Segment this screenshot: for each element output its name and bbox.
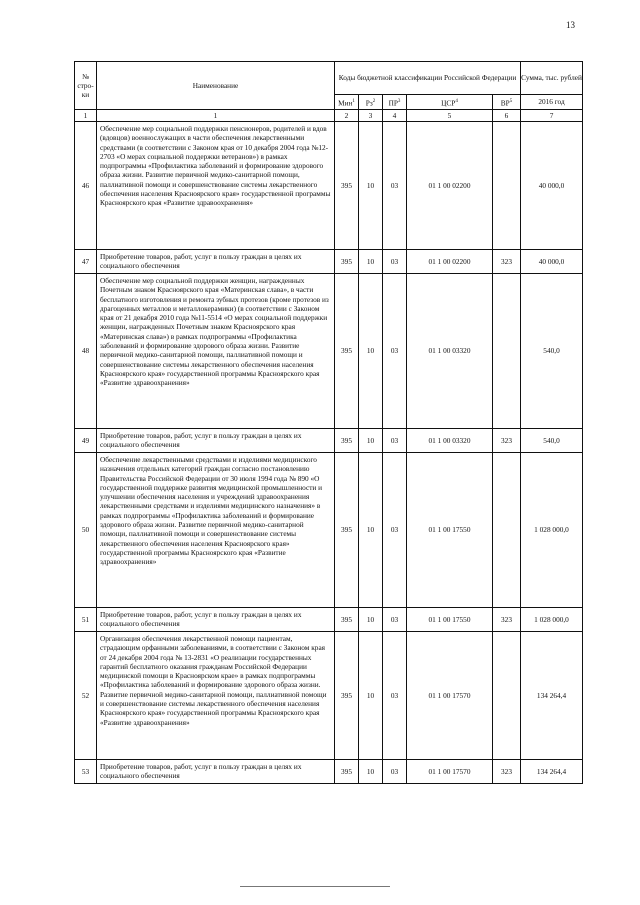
row-pr: 03 (383, 760, 407, 784)
row-rz: 10 (359, 632, 383, 760)
row-vr (493, 632, 521, 760)
row-min: 395 (335, 429, 359, 453)
row-vr (493, 122, 521, 250)
row-rz: 10 (359, 760, 383, 784)
row-vr: 323 (493, 429, 521, 453)
row-amount: 1 028 000,0 (521, 453, 583, 608)
row-number: 48 (75, 274, 97, 429)
row-vr (493, 453, 521, 608)
row-name: Организация обеспечения лекарственной помощи пациентам, страдающим орфанными заболеваниями, в соответствии с Законом края от 24 декабря 2004 года № 13-2831 «О реализации государственных гарантий бесплатного оказания гражданам Российской Федерации медицинской помощи в Красноярском крае» в рамках подпрограммы «Профилактика заболеваний и формирование здорового образа жизни. Развитие первичной медико-санитарной помощи, паллиативной помощи и совершенствование системы лекарственного обеспечения населения Красноярского края» государственной программы Красноярского края «Развитие здравоохранения» (97, 632, 335, 760)
header-name: Наименование (97, 62, 335, 110)
row-csr: 01 1 00 17550 (407, 453, 493, 608)
row-min: 395 (335, 760, 359, 784)
header-min: Мин$^1$ (335, 95, 359, 110)
row-name: Обеспечение мер социальной поддержки женщин, награжденных Почетным знаком Красноярского края «Материнская слава», в части бесплатного изготовления и ремонта зубных протезов (кроме протезов из драгоценных металлов и металлокерамики) (в соответствии с Законом края от 21 декабря 2010 года №11-5514 «О мерах социальной поддержки женщин, награжденных Почетным знаком Красноярского края «Материнская слава») в рамках подпрограммы «Профилактика заболеваний и формирование здорового образа жизни. Развитие первичной медико-санитарной помощи, паллиативной помощи и совершенствование системы лекарственного обеспечения населения Красноярского края» государственной программы Красноярского края «Развитие здравоохранения» (97, 274, 335, 429)
row-amount: 134 264,4 (521, 632, 583, 760)
row-min: 395 (335, 122, 359, 250)
row-csr: 01 1 00 17570 (407, 760, 493, 784)
row-vr (493, 274, 521, 429)
row-amount: 540,0 (521, 274, 583, 429)
row-pr: 03 (383, 632, 407, 760)
row-pr: 03 (383, 274, 407, 429)
table-row (75, 760, 583, 784)
row-pr: 03 (383, 429, 407, 453)
row-number: 47 (75, 250, 97, 274)
row-min: 395 (335, 250, 359, 274)
row-vr: 323 (493, 608, 521, 632)
row-amount: 40 000,0 (521, 250, 583, 274)
table-row (75, 122, 583, 250)
row-number: 53 (75, 760, 97, 784)
table-row (75, 250, 583, 274)
header-pr: $ПР^3$ (383, 95, 407, 110)
header-amount-group: Сумма, тыс. рублей (521, 62, 583, 95)
row-min: 395 (335, 632, 359, 760)
index-cell: 7 (521, 110, 583, 122)
table-row (75, 608, 583, 632)
header-vr: $ВР^5$ (493, 95, 521, 110)
row-name: Приобретение товаров, работ, услуг в пользу граждан в целях их социального обеспечения (97, 608, 335, 632)
row-csr: 01 1 00 03320 (407, 274, 493, 429)
row-name: Приобретение товаров, работ, услуг в пользу граждан в целях их социального обеспечения (97, 429, 335, 453)
header-year: 2016 год (521, 95, 583, 110)
row-amount: 40 000,0 (521, 122, 583, 250)
row-pr: 03 (383, 122, 407, 250)
index-cell: 1 (97, 110, 335, 122)
row-name: Обеспечение лекарственными средствами и изделиями медицинского назначения отдельных категорий граждан согласно постановлению Правительства Российской Федерации от 30 июля 1994 года № 890 «О государственной поддержке развития медицинской промышленности и улучшении обеспечения населения и учреждений здравоохранения лекарственными средствами и изделиями медицинского назначения» в рамках подпрограммы «Профилактика заболеваний и формирование здорового образа жизни. Развитие первичной медико-санитарной помощи, паллиативной помощи и совершенствование системы лекарственного обеспечения населения Красноярского края» государственной программы Красноярского края «Развитие здравоохранения» (97, 453, 335, 608)
row-rz: 10 (359, 250, 383, 274)
header-rz: $Рз^2$ (359, 95, 383, 110)
row-pr: 03 (383, 453, 407, 608)
row-number: 49 (75, 429, 97, 453)
header-codes-group: Коды бюджетной классификации Российской Федерации (335, 62, 521, 95)
index-cell: 5 (407, 110, 493, 122)
row-number: 52 (75, 632, 97, 760)
row-amount: 134 264,4 (521, 760, 583, 784)
header-csr: ЦСР$^4$ (407, 95, 493, 110)
row-csr: 01 1 00 02200 (407, 122, 493, 250)
row-number: 50 (75, 453, 97, 608)
table-row (75, 632, 583, 760)
row-name: Обеспечение мер социальной поддержки пенсионеров, родителей и вдов (вдовцов) военнослужащих в части обеспечения лекарственными средствами (в соответствии с Законом края от 10 декабря 2004 года №12-2703 «О мерах социальной поддержки ветеранов») в рамках подпрограммы «Профилактика заболеваний и формирование здорового образа жизни. Развитие первичной медико-санитарной помощи, паллиативной помощи и совершенствование системы лекарственного обеспечения населения Красноярского края» государственной программы Красноярского края «Развитие здравоохранения» (97, 122, 335, 250)
row-rz: 10 (359, 122, 383, 250)
table-row (75, 429, 583, 453)
row-pr: 03 (383, 250, 407, 274)
row-min: 395 (335, 274, 359, 429)
row-rz: 10 (359, 429, 383, 453)
header-row-no: № стро-ки (75, 62, 97, 110)
index-cell: 1 (75, 110, 97, 122)
table-row (75, 274, 583, 429)
index-cell: 4 (383, 110, 407, 122)
row-csr: 01 1 00 02200 (407, 250, 493, 274)
row-name: Приобретение товаров, работ, услуг в пользу граждан в целях их социального обеспечения (97, 250, 335, 274)
row-amount: 1 028 000,0 (521, 608, 583, 632)
row-vr: 323 (493, 760, 521, 784)
row-name: Приобретение товаров, работ, услуг в пользу граждан в целях их социального обеспечения (97, 760, 335, 784)
index-cell: 2 (335, 110, 359, 122)
row-amount: 540,0 (521, 429, 583, 453)
index-cell: 6 (493, 110, 521, 122)
budget-table (74, 61, 583, 784)
row-min: 395 (335, 453, 359, 608)
row-pr: 03 (383, 608, 407, 632)
row-number: 51 (75, 608, 97, 632)
row-rz: 10 (359, 608, 383, 632)
row-rz: 10 (359, 453, 383, 608)
scan-edge-line (240, 886, 390, 887)
table-row (75, 453, 583, 608)
row-csr: 01 1 00 03320 (407, 429, 493, 453)
row-min: 395 (335, 608, 359, 632)
index-cell: 3 (359, 110, 383, 122)
page-number: 13 (566, 20, 575, 30)
row-number: 46 (75, 122, 97, 250)
row-vr: 323 (493, 250, 521, 274)
row-csr: 01 1 00 17570 (407, 632, 493, 760)
row-csr: 01 1 00 17550 (407, 608, 493, 632)
row-rz: 10 (359, 274, 383, 429)
